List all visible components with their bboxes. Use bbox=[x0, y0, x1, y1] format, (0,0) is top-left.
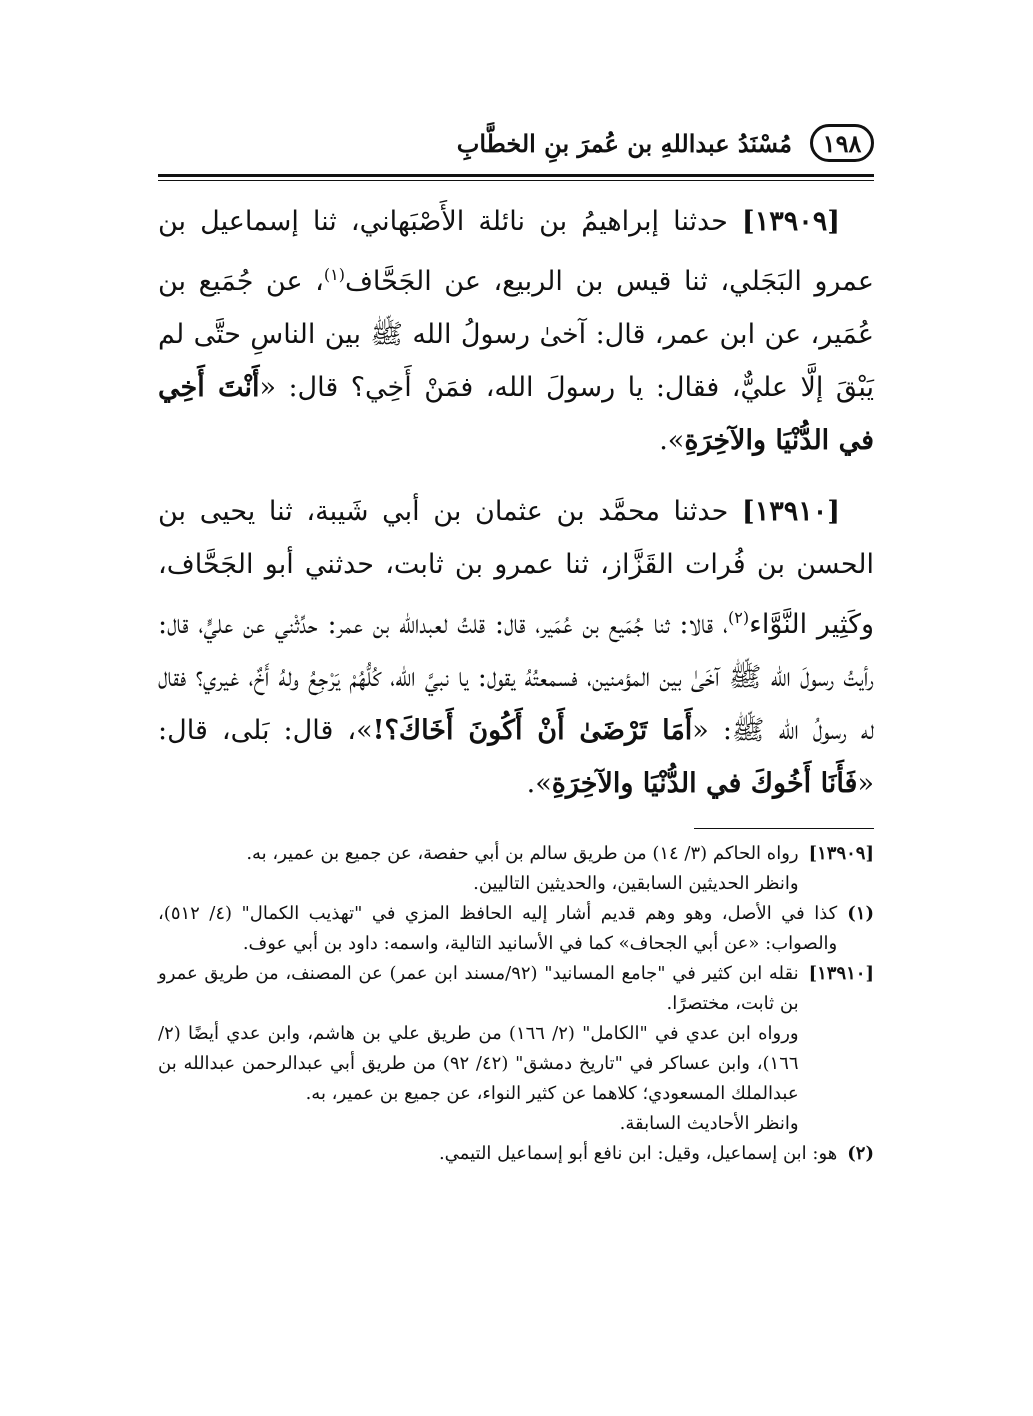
footnote-separator bbox=[694, 828, 874, 829]
hadith-number: [١٣٩١٠] bbox=[741, 496, 840, 527]
footnote-mark: [١٣٩٠٩] bbox=[808, 843, 874, 864]
hadith-text: ». bbox=[526, 768, 552, 799]
page-header bbox=[158, 118, 874, 168]
footnotes bbox=[158, 839, 874, 1169]
footnote bbox=[158, 899, 874, 959]
prophet-quote: أَمَا تَرْضَىٰ أَنْ أَكُونَ أَخَاكَ؟! bbox=[372, 715, 693, 746]
footnote-line: رواه الحاكم (٣/ ١٤) من طريق سالم بن أبي حفصة، عن جميع بن عمير، به. bbox=[246, 843, 799, 864]
running-title: مُسْنَدُ عبداللهِ بن عُمرَ بنِ الخطَّابِ bbox=[456, 128, 792, 158]
prophet-quote: فَأَنَا أَخُوكَ في الدُّنْيَا والآخِرَةِ bbox=[551, 768, 858, 799]
footnote bbox=[158, 959, 874, 1139]
footnote-ref[interactable]: (٢) bbox=[728, 608, 750, 627]
page bbox=[158, 118, 874, 1169]
footnote-line: ورواه ابن عدي في "الكامل" (٢/ ١٦٦) من طريق علي بن هاشم، وابن عدي أيضًا (٢/ ١٦٦)، وابن عساكر في "تاريخ دمشق" (٤٢/ ٩٢) من طريق أبي عبدالرحمن عبدالله بن عبدالملك المسعودي؛ كلاهما عن كثير النواء، عن جميع بن عمير، به. bbox=[158, 1023, 799, 1104]
footnote-mark: (٢) bbox=[847, 1143, 874, 1164]
footnote bbox=[158, 839, 874, 899]
hadith-text: ، عن جُمَيع بن عُمَير، عن ابن عمر، قال: آخىٰ رسولُ الله ﷺ بين الناسِ حتَّى لم يَبْقَ إلَّا عليٌّ، فقال: يا رسولَ الله، فمَنْ أَخِي؟ قال: « bbox=[158, 266, 875, 403]
footnote-line: نقله ابن كثير في "جامع المسانيد" (٩٢/مسند ابن عمر) عن المصنف، من طريق عمرو بن ثابت، مختصرًا. bbox=[158, 963, 799, 1014]
page-number: ١٩٨ bbox=[810, 124, 874, 162]
footnote-line: وانظر الأحاديث السابقة. bbox=[619, 1113, 799, 1134]
hadith-13910 bbox=[158, 485, 874, 810]
main-text bbox=[158, 195, 874, 810]
hadith-text: »، قال: بَلى، قال: « bbox=[158, 715, 874, 799]
footnote-mark: (١) bbox=[847, 903, 874, 924]
hadith-text: ، قالا: ثنا جُمَيع بن عُمَير، قال: قلتُ لعبدالله بن عمر: حدِّثْني عن عليٍّ، قال: رأيتُ رسولَ الله ﷺ آخَىٰ بين المؤمنين، فسمعتُهُ يقول: يا نبيَّ الله، كُلُّهُمْ يَرْجِعُ ولهُ أَخٌ، غيري؟ فقال له رسولُ الله ﷺ: « bbox=[158, 609, 874, 746]
footnote bbox=[158, 1139, 874, 1169]
footnote-line: هو: ابن إسماعيل، وقيل: ابن نافع أبو إسماعيل التيمي. bbox=[438, 1143, 838, 1164]
hadith-text: حدثنا محمَّد بن عثمان بن أبي شَيبة، ثنا يحيى بن الحسن بن فُرات القَزَّاز، ثنا عمرو بن ثابت، حدثني أبو الجَحَّاف، وكَثِير النَّوَّاء bbox=[158, 496, 874, 640]
hadith-13909 bbox=[158, 195, 874, 467]
hadith-text: ». bbox=[659, 425, 685, 456]
footnote-mark: [١٣٩١٠] bbox=[808, 963, 874, 984]
header-rule bbox=[158, 174, 874, 181]
hadith-text: حدثنا إبراهيمُ بن نائلة الأَصْبَهاني، ثنا إسماعيل بن عمرو البَجَلي، ثنا قيس بن الربيع، عن الجَحَّاف bbox=[158, 206, 874, 297]
footnote-line: كذا في الأصل، وهو وهم قديم أشار إليه الحافظ المزي في "تهذيب الكمال" (٤/ ٥١٢)، والصواب: «عن أبي الجحاف» كما في الأسانيد التالية، واسمه: داود بن أبي عوف. bbox=[158, 903, 838, 954]
prophet-quote: أَنْتَ أَخِي في الدُّنْيَا والآخِرَةِ bbox=[158, 372, 874, 456]
footnote-line: وانظر الحديثين السابقين، والحديثين التاليين. bbox=[473, 873, 799, 894]
footnote-ref[interactable]: (١) bbox=[323, 265, 345, 284]
hadith-number: [١٣٩٠٩] bbox=[741, 206, 840, 237]
